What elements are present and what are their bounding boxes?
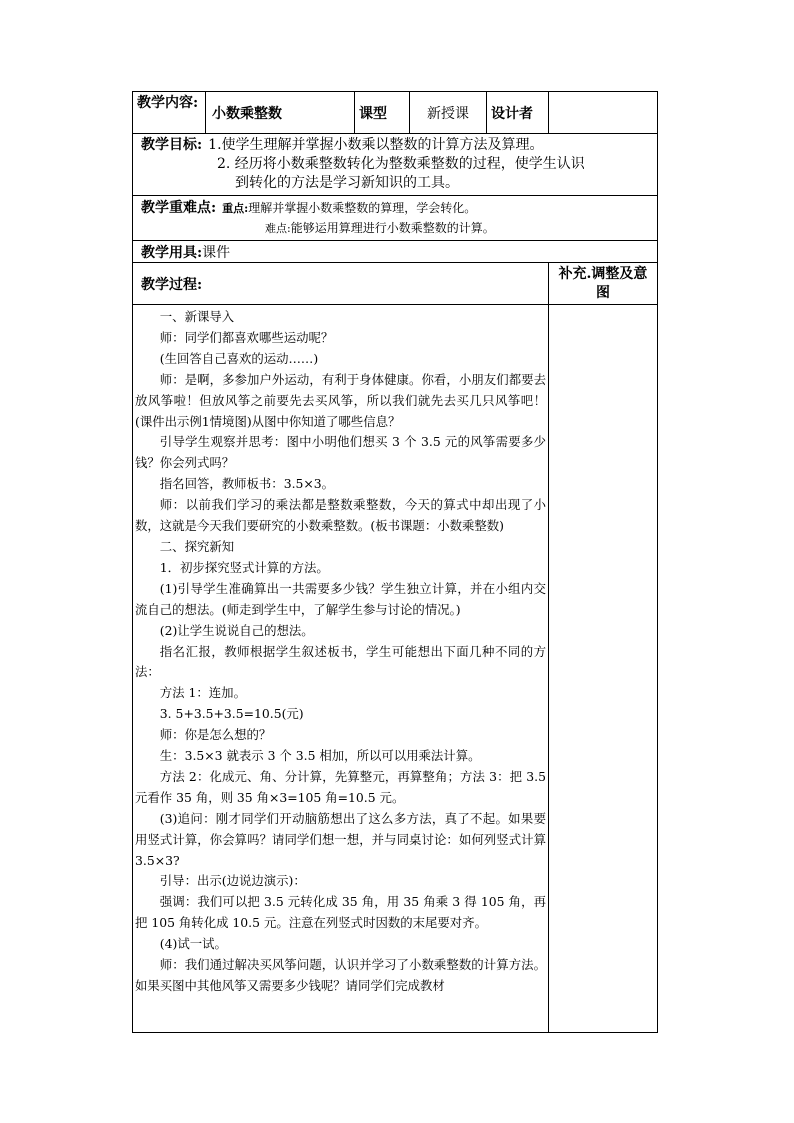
key-points-label: 教学重难点: bbox=[141, 200, 217, 216]
process-paragraph: 指名回答，教师板书：3.5×3。 bbox=[159, 476, 335, 492]
lesson-plan-table bbox=[132, 91, 658, 1033]
header-row bbox=[133, 92, 658, 134]
process-paragraph: 师：你是怎么想的？ bbox=[159, 727, 272, 743]
tools-value: 课件 bbox=[202, 245, 231, 261]
key-label: 重点: bbox=[222, 202, 249, 215]
type-value: 新授课 bbox=[410, 92, 487, 134]
designer-value bbox=[549, 92, 658, 134]
process-paragraph: 二、探究新知 bbox=[159, 538, 235, 554]
process-paragraph: 师：我们通过解决买风筝问题，认识并学习了小数乘整数的计算方法。如果买图中其他风筝又需要多少钱呢？请同学们完成教材 bbox=[135, 957, 546, 993]
type-label: 课型 bbox=[355, 92, 410, 134]
process-paragraph: (2)让学生说说自己的想法。 bbox=[159, 622, 314, 638]
content-label: 教学内容: bbox=[133, 92, 206, 134]
process-header-row bbox=[133, 263, 658, 305]
goals-line-3: 到转化的方法是学习新知识的工具。 bbox=[235, 175, 459, 191]
key-points-cell bbox=[133, 196, 658, 241]
side-label: 补充.调整及意图 bbox=[549, 263, 658, 305]
hard-text: 能够运用算理进行小数乘整数的计算。 bbox=[290, 221, 495, 235]
process-paragraph: (4)试一试。 bbox=[159, 936, 227, 952]
process-paragraph: (1)引导学生准确算出一共需要多少钱？学生独立计算，并在小组内交流自己的想法。(师走到学生中，了解学生参与讨论的情况。) bbox=[135, 580, 546, 617]
key-text: 理解并掌握小数乘整数的算理，学会转化。 bbox=[248, 201, 477, 215]
side-notes-cell bbox=[549, 305, 658, 1033]
process-paragraph: 师：是啊，多参加户外运动，有利于身体健康。你看，小朋友们都要去放风筝啦！但放风筝之前要先去买风筝，所以我们就先去买几只风筝吧！(课件出示例1情境图)从图中你知道了哪些信息？ bbox=[135, 371, 546, 429]
process-paragraph: 引导：出示(边说边演示)： bbox=[159, 873, 306, 889]
process-paragraph: 师：同学们都喜欢哪些运动呢？ bbox=[159, 329, 334, 345]
goals-line-2: 2. 经历将小数乘整数转化为整数乘整数的过程，使学生认识 bbox=[217, 156, 585, 172]
lesson-plan-sheet bbox=[132, 91, 657, 1033]
goals-cell bbox=[133, 134, 658, 196]
process-paragraph: 引导学生观察并思考：图中小明他们想买 3 个 3.5 元的风筝需要多少钱？你会列式吗？ bbox=[135, 434, 546, 471]
process-label: 教学过程: bbox=[133, 263, 549, 305]
process-body-row bbox=[133, 305, 658, 1033]
tools-cell bbox=[133, 241, 658, 263]
hard-label: 难点: bbox=[265, 222, 291, 235]
tools-row bbox=[133, 241, 658, 263]
goals-label: 教学目标: bbox=[141, 137, 203, 153]
goals-row bbox=[133, 134, 658, 196]
process-paragraph: (生回答自己喜欢的运动……) bbox=[159, 350, 319, 366]
tools-label: 教学用具: bbox=[141, 245, 203, 261]
designer-label: 设计者 bbox=[487, 92, 549, 134]
process-paragraph: 强调：我们可以把 3.5 元转化成 35 角，用 35 角乘 3 得 105 角，再把 105 角转化成 10.5 元。注意在列竖式时因数的末尾要对齐。 bbox=[135, 894, 546, 931]
process-paragraph: 指名汇报，教师根据学生叙述板书，学生可能想出下面几种不同的方法： bbox=[135, 643, 546, 680]
process-paragraph: (3)追问：刚才同学们开动脑筋想出了这么多方法，真了不起。如果要用竖式计算，你会算吗？请同学们想一想，并与同桌讨论：如何列竖式计算 3.5×3? bbox=[135, 810, 546, 868]
process-paragraph: 生：3.5×3 就表示 3 个 3.5 相加，所以可以用乘法计算。 bbox=[159, 748, 481, 764]
process-paragraph: 师：以前我们学习的乘法都是整数乘整数，今天的算式中却出现了小数，这就是今天我们要研究的小数乘整数。(板书课题：小数乘整数) bbox=[135, 497, 546, 534]
process-paragraph: 1．初步探究竖式计算的方法。 bbox=[159, 559, 329, 575]
goals-line-1: 1.使学生理解并掌握小数乘以整数的计算方法及算理。 bbox=[208, 137, 544, 153]
process-paragraph: 方法 1：连加。 bbox=[159, 685, 246, 701]
process-cell bbox=[133, 305, 549, 1033]
process-paragraph: 3. 5+3.5+3.5=10.5(元) bbox=[159, 706, 304, 722]
content-value: 小数乘整数 bbox=[206, 92, 355, 134]
key-points-row bbox=[133, 196, 658, 241]
process-paragraph: 方法 2：化成元、角、分计算，先算整元，再算整角；方法 3：把 3.5 元看作 35 角，则 35 角×3=105 角=10.5 元。 bbox=[135, 768, 546, 805]
process-paragraph: 一、新课导入 bbox=[159, 309, 235, 324]
